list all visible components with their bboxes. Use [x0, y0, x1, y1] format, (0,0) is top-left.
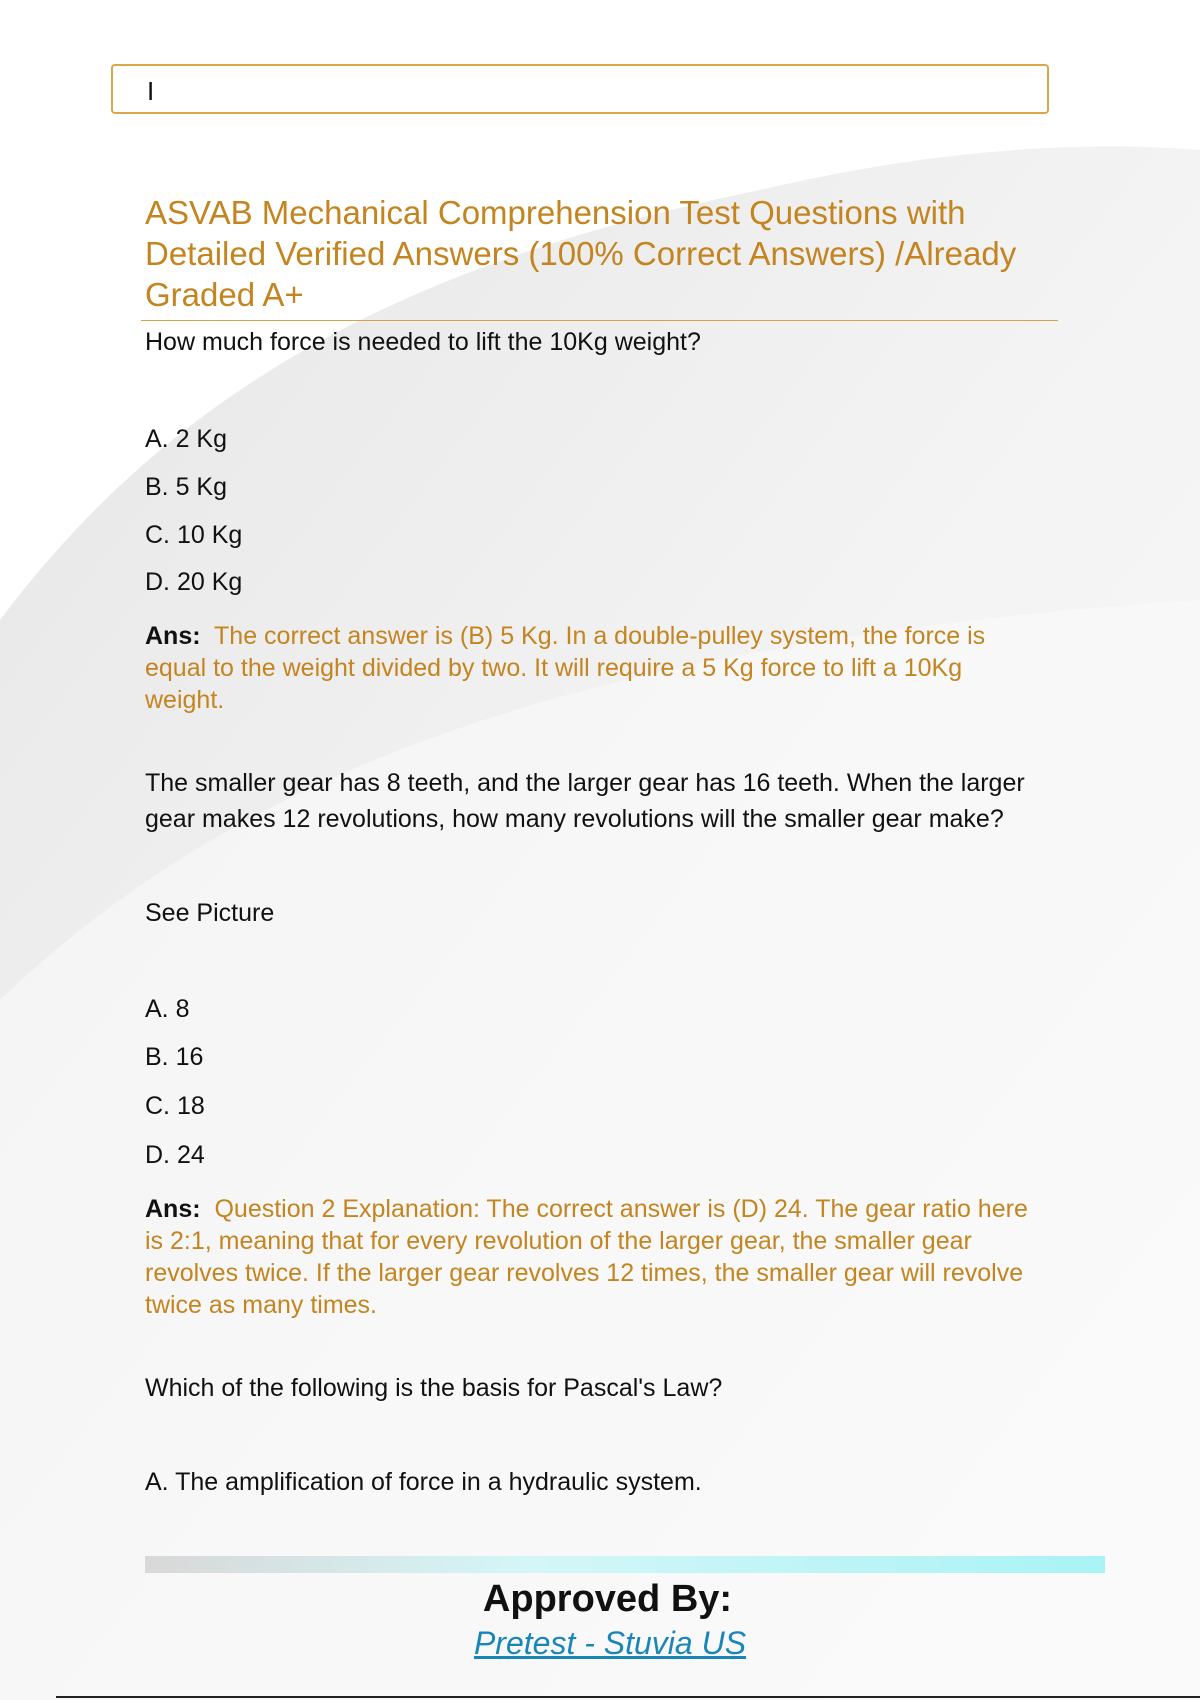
question-2-option-a: A. 8	[145, 995, 190, 1023]
question-1-option-b: B. 5 Kg	[145, 473, 227, 501]
question-2-note: See Picture	[145, 899, 275, 927]
approved-by-link[interactable]: Pretest - Stuvia US	[473, 1625, 747, 1661]
question-2-option-d: D. 24	[145, 1141, 205, 1169]
question-1-answer	[145, 620, 1045, 716]
answer-label: Ans:	[145, 1195, 201, 1223]
footer-bar	[145, 1556, 1105, 1573]
document-title: ASVAB Mechanical Comprehension Test Questions with Detailed Verified Answers (100% Correct Answers) /Already Graded A+	[145, 194, 1017, 313]
header-mark: I	[147, 76, 155, 106]
question-3-text: Which of the following is the basis for Pascal's Law?	[145, 1374, 723, 1402]
approved-by-heading: Approved By:	[482, 1578, 733, 1620]
title-divider	[141, 320, 1058, 321]
question-2-answer	[145, 1193, 1045, 1321]
question-1-option-c: C. 10 Kg	[145, 521, 243, 549]
question-1-answer-text: The correct answer is (B) 5 Kg. In a double-pulley system, the force is equal to the weight divided by two. It will require a 5 Kg force to lift a 10Kg weight.	[145, 622, 986, 714]
question-1-text: How much force is needed to lift the 10Kg weight?	[145, 328, 701, 356]
header-box	[111, 64, 1049, 114]
bottom-divider	[56, 1696, 1200, 1698]
question-2-text: The smaller gear has 8 teeth, and the larger gear has 16 teeth. When the larger gear makes 12 revolutions, how many revolutions will the smaller gear make?	[145, 769, 1025, 833]
question-2-option-b: B. 16	[145, 1043, 204, 1071]
question-3-option-a: A. The amplification of force in a hydraulic system.	[145, 1468, 702, 1496]
question-1-option-d: D. 20 Kg	[145, 568, 243, 596]
question-1-option-a: A. 2 Kg	[145, 425, 227, 453]
question-2-option-c: C. 18	[145, 1092, 205, 1120]
answer-label: Ans:	[145, 622, 201, 650]
question-2-answer-text: Question 2 Explanation: The correct answer is (D) 24. The gear ratio here is 2:1, meaning that for every revolution of the larger gear, the smaller gear revolves twice. If the larger gear revolves 12 times, the smaller gear will revolve twice as many times.	[145, 1195, 1028, 1319]
